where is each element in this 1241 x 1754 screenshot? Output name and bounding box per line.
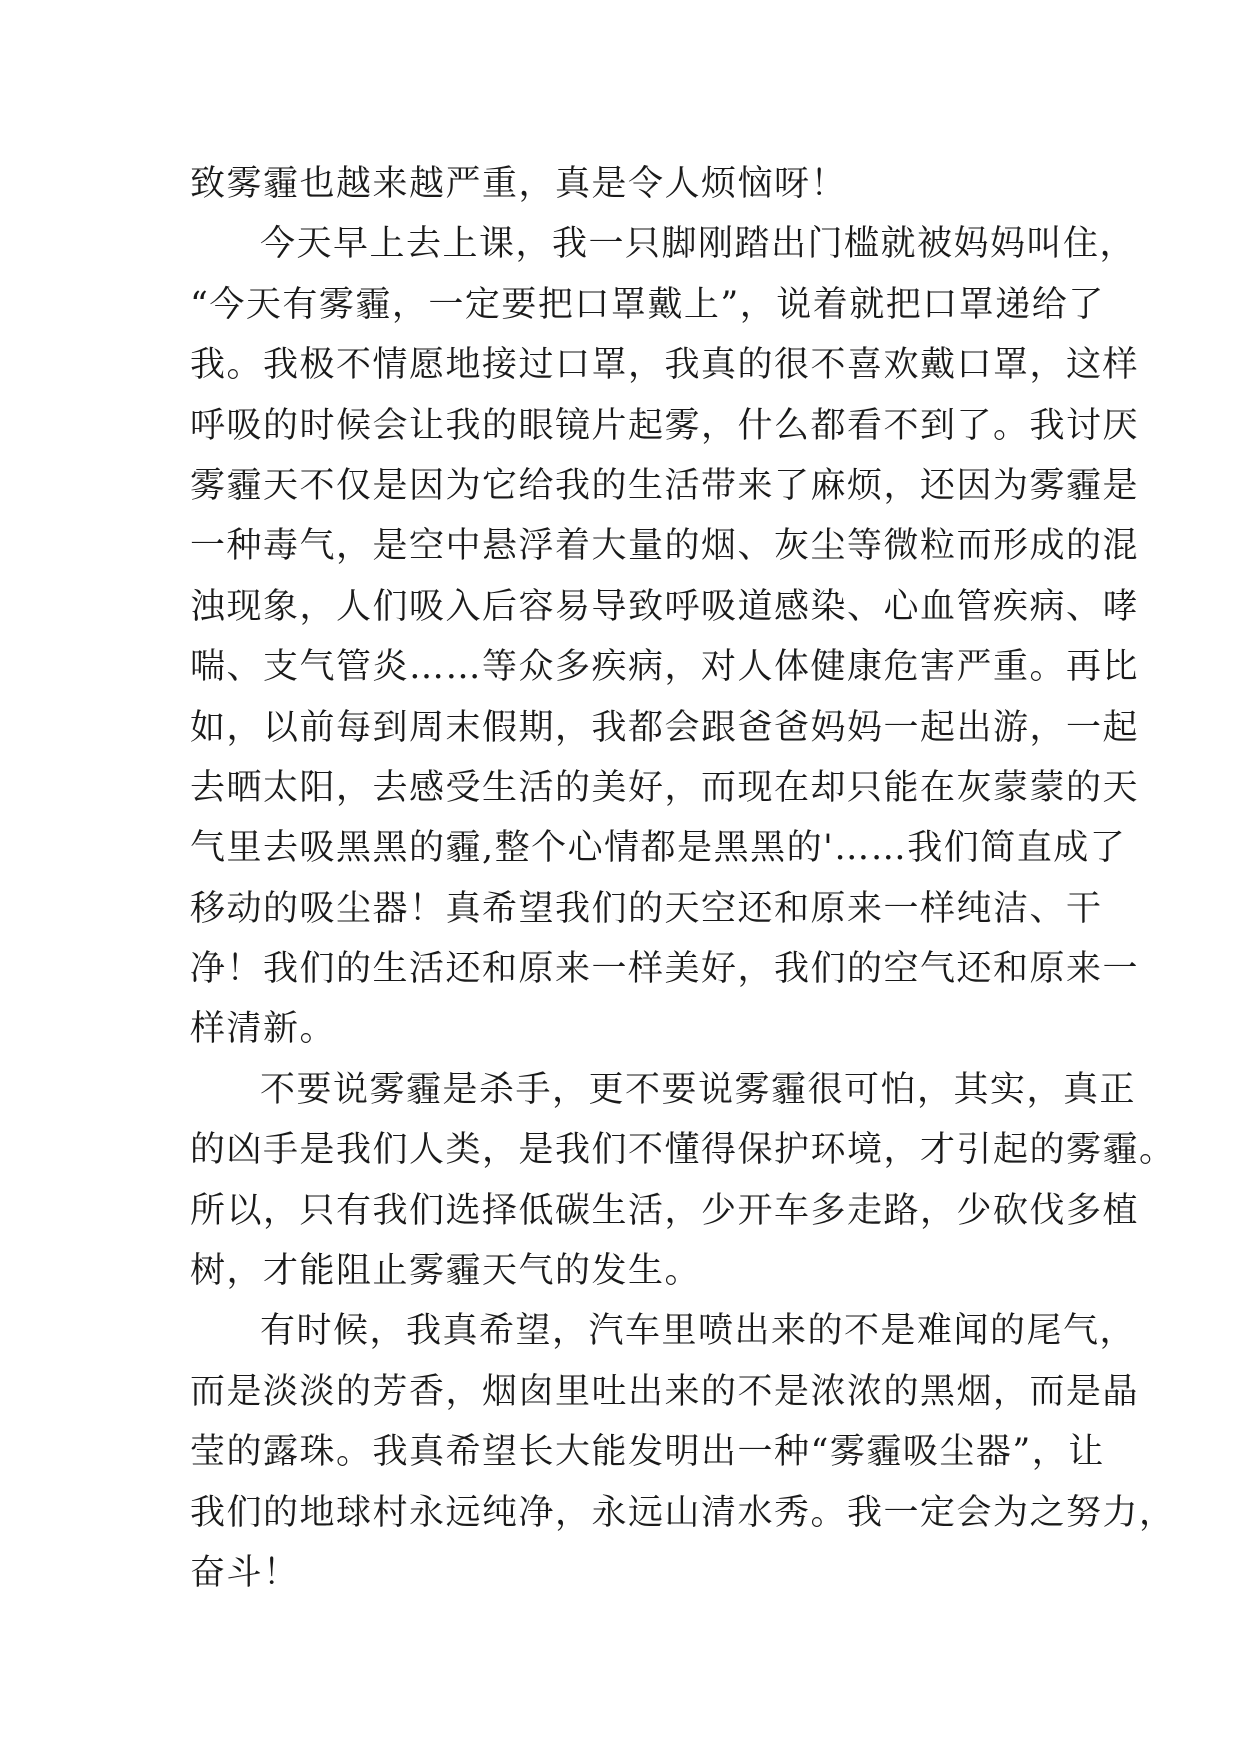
- text-line: 有时候，我真希望，汽车里喷出来的不是难闻的尾气，: [260, 1311, 1137, 1352]
- text-line: 不要说雾霾是杀手，更不要说雾霾很可怕，其实，真正: [260, 1069, 1137, 1110]
- text-line: 净！我们的生活还和原来一样美好，我们的空气还和原来一: [190, 949, 1140, 990]
- text-line: 今天早上去上课，我一只脚刚踏出门槛就被妈妈叫住，: [260, 224, 1137, 265]
- text-line: 我。我极不情愿地接过口罩，我真的很不喜欢戴口罩，这样: [190, 345, 1140, 386]
- text-line: 样清新。: [190, 1009, 337, 1050]
- essay-body: [190, 154, 1176, 1603]
- text-line: 如，以前每到周末假期，我都会跟爸爸妈妈一起出游，一起: [190, 707, 1140, 748]
- text-line: 而是淡淡的芳香，烟囱里吐出来的不是浓浓的黑烟，而是晶: [190, 1371, 1140, 1412]
- text-line: 浊现象，人们吸入后容易导致呼吸道感染、心血管疾病、哮: [190, 586, 1140, 627]
- text-line: 所以，只有我们选择低碳生活，少开车多走路，少砍伐多植: [190, 1190, 1140, 1231]
- text-line: 我们的地球村永远纯净，永远山清水秀。我一定会为之努力，: [190, 1492, 1176, 1533]
- text-line: 呼吸的时候会让我的眼镜片起雾，什么都看不到了。我讨厌: [190, 405, 1140, 446]
- text-line: 的凶手是我们人类，是我们不懂得保护环境，才引起的雾霾。: [190, 1130, 1176, 1171]
- text-line: 气里去吸黑黑的霾,整个心情都是黑黑的'……我们简直成了: [190, 828, 1127, 869]
- text-line: 树，才能阻止雾霾天气的发生。: [190, 1251, 702, 1292]
- text-line: 雾霾天不仅是因为它给我的生活带来了麻烦，还因为雾霾是: [190, 465, 1140, 506]
- text-line: 移动的吸尘器！真希望我们的天空还和原来一样纯洁、干: [190, 888, 1103, 929]
- text-line: 喘、支气管炎……等众多疾病，对人体健康危害严重。再比: [190, 647, 1140, 688]
- text-line: 莹的露珠。我真希望长大能发明出一种“雾霾吸尘器”，让: [190, 1432, 1105, 1473]
- text-line: “今天有雾霾，一定要把口罩戴上”，说着就把口罩递给了: [190, 284, 1105, 325]
- text-line: 致雾霾也越来越严重，真是令人烦恼呀！: [190, 164, 848, 204]
- text-line: 去晒太阳，去感受生活的美好，而现在却只能在灰蒙蒙的天: [190, 767, 1140, 808]
- text-line: 奋斗！: [190, 1552, 300, 1593]
- text-line: 一种毒气，是空中悬浮着大量的烟、灰尘等微粒而形成的混: [190, 526, 1140, 567]
